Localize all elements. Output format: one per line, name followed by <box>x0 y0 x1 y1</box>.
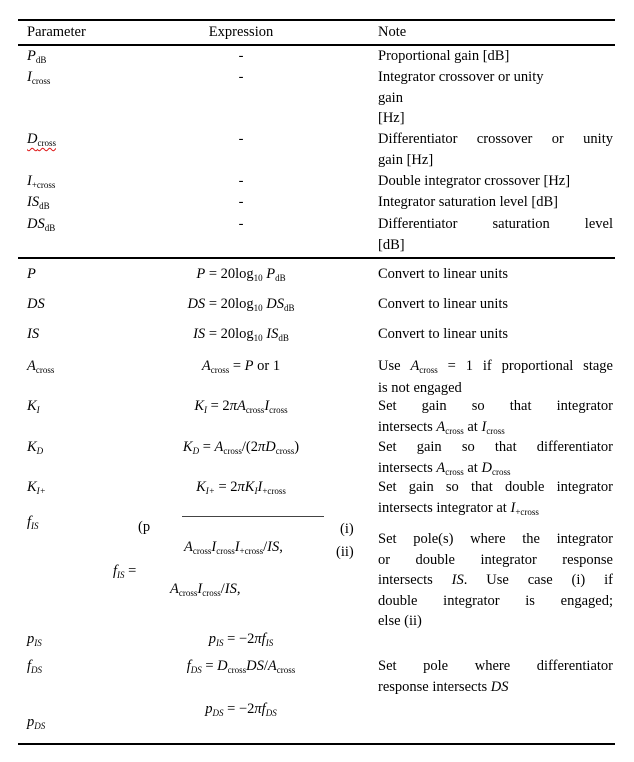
note-ipluscross: Double integrator crossover [Hz] <box>378 173 571 189</box>
expr-pds: $p_{DS} = -2\pi f_{DS}$ <box>205 701 277 718</box>
table-bottom-rule <box>18 743 615 745</box>
fis-case1-expression: $A_{cross}I_{cross}I_{+cross}/IS$, <box>184 539 283 556</box>
note-across: Use $A_{cross} = 1$ if proportional stage is not engaged <box>378 358 613 396</box>
column-header-expression: Expression <box>208 24 274 40</box>
table-row-icross <box>18 67 615 129</box>
table-row-pdb <box>18 46 615 67</box>
parameter-table <box>18 19 615 745</box>
table-row-dcross <box>18 129 615 171</box>
expr-is: IS = $20\log_{10}$ $IS_{dB}$ <box>193 326 289 343</box>
expr-kd: $K_D = A_{cross}/(2\pi D_{cross})$ <box>182 439 300 456</box>
expr-kiplus: $K_{I+} = 2\pi K_II_{+cross}$ <box>196 479 286 496</box>
expr-p: $P = 20\log_{10}$ $P_{dB}$ <box>196 266 286 283</box>
table-row-ipluscross <box>18 171 615 192</box>
note-fis: Set pole(s) where the integrator or double integrator response intersects IS. Use case (i) if double integrator is engaged; else (ii) <box>378 531 613 630</box>
param-pds: $p_{DS}$ <box>27 714 46 731</box>
expr-across: $A_{cross} = P$ or 1 <box>201 358 281 375</box>
note-kiplus: Set gain so that double integrator intersects integrator at $I_{+cross}$ <box>378 479 613 517</box>
expr-pis: $p_{IS} = -2\pi f_{IS}$ <box>208 631 274 648</box>
table-row-ki <box>18 391 615 436</box>
note-icross: Integrator crossover or unity gain [Hz] <box>378 69 544 127</box>
table-row-kd <box>18 432 615 477</box>
param-is: IS <box>27 326 40 342</box>
expr-pdb: - <box>238 48 244 64</box>
param-pis: $p_{IS}$ <box>27 631 42 648</box>
param-kiplus: $K_{I+}$ <box>27 479 46 496</box>
param-across: $A_{cross}$ <box>27 358 55 375</box>
note-pdb: Proportional gain [dB] <box>378 48 510 64</box>
param-fds: $f_{DS}$ <box>27 658 43 675</box>
column-header-note: Note <box>378 24 407 40</box>
fis-case1-label: (i) <box>340 521 354 537</box>
note-dcross: Differentiator crossover or unity gain [Hz] <box>378 131 613 168</box>
table-row-dsdb <box>18 214 615 257</box>
note-is: Convert to linear units <box>378 326 509 342</box>
note-ds: Convert to linear units <box>378 296 509 312</box>
expr-icross: - <box>238 69 244 85</box>
note-ki: Set gain so that integrator intersects $A_{cross}$ at $I_{cross}$ <box>378 398 613 436</box>
param-ds: DS <box>27 296 45 312</box>
note-pds <box>372 695 615 737</box>
table-header-row <box>18 21 615 44</box>
expr-fds: $f_{DS} = D_{cross}DS/A_{cross}$ <box>186 658 296 675</box>
table-row-is <box>18 319 615 349</box>
fis-case2-label: (ii) <box>336 544 354 560</box>
param-dsdb: $DS_{dB}$ <box>27 216 56 233</box>
table-row-across <box>18 349 615 396</box>
param-ki: $K_I$ <box>27 398 40 415</box>
fis-overline <box>182 516 324 517</box>
fis-equals-prefix: $f_{IS}$ = <box>113 563 137 580</box>
param-kd: $K_D$ <box>27 439 44 456</box>
fis-open-fragment: (p <box>138 519 151 535</box>
table-row-fis <box>18 512 615 630</box>
note-pis <box>372 629 615 651</box>
expr-ki: $K_I = 2\pi A_{cross}I_{cross}$ <box>194 398 288 415</box>
expr-dsdb: - <box>238 216 244 232</box>
expr-fis-piecewise <box>110 512 372 632</box>
note-dsdb: Differentiator saturation level [dB] <box>378 216 613 253</box>
param-p: P <box>27 266 36 282</box>
expr-ds: DS = $20\log_{10}$ $DS_{dB}$ <box>187 296 295 313</box>
param-isdb: $IS_{dB}$ <box>27 194 50 211</box>
table-row-isdb <box>18 192 615 214</box>
param-pdb: $P_{dB}$ <box>27 48 47 65</box>
expr-isdb: - <box>238 194 244 210</box>
param-fis: $f_{IS}$ <box>27 514 39 531</box>
note-p: Convert to linear units <box>378 266 509 282</box>
expr-ipluscross: - <box>238 173 244 189</box>
expr-dcross: - <box>238 131 244 147</box>
column-header-parameter: Parameter <box>27 24 86 40</box>
note-fds: Set pole where differentiator response intersects DS <box>378 658 613 695</box>
param-dcross-spellcheck: $D_{cross}$ <box>27 131 56 148</box>
table-row-p <box>18 259 615 289</box>
table-row-pds <box>18 695 615 737</box>
fis-case2-expression: $A_{cross}I_{cross}/IS$, <box>170 581 241 598</box>
table-row-kiplus <box>18 473 615 517</box>
note-isdb: Integrator saturation level [dB] <box>378 194 558 210</box>
table-row-fds <box>18 650 615 695</box>
note-kd: Set gain so that differentiator intersects $A_{cross}$ at $D_{cross}$ <box>378 439 613 477</box>
param-ipluscross: $I_{+cross}$ <box>27 173 56 190</box>
table-row-ds <box>18 289 615 319</box>
param-icross: $I_{cross}$ <box>27 69 51 86</box>
